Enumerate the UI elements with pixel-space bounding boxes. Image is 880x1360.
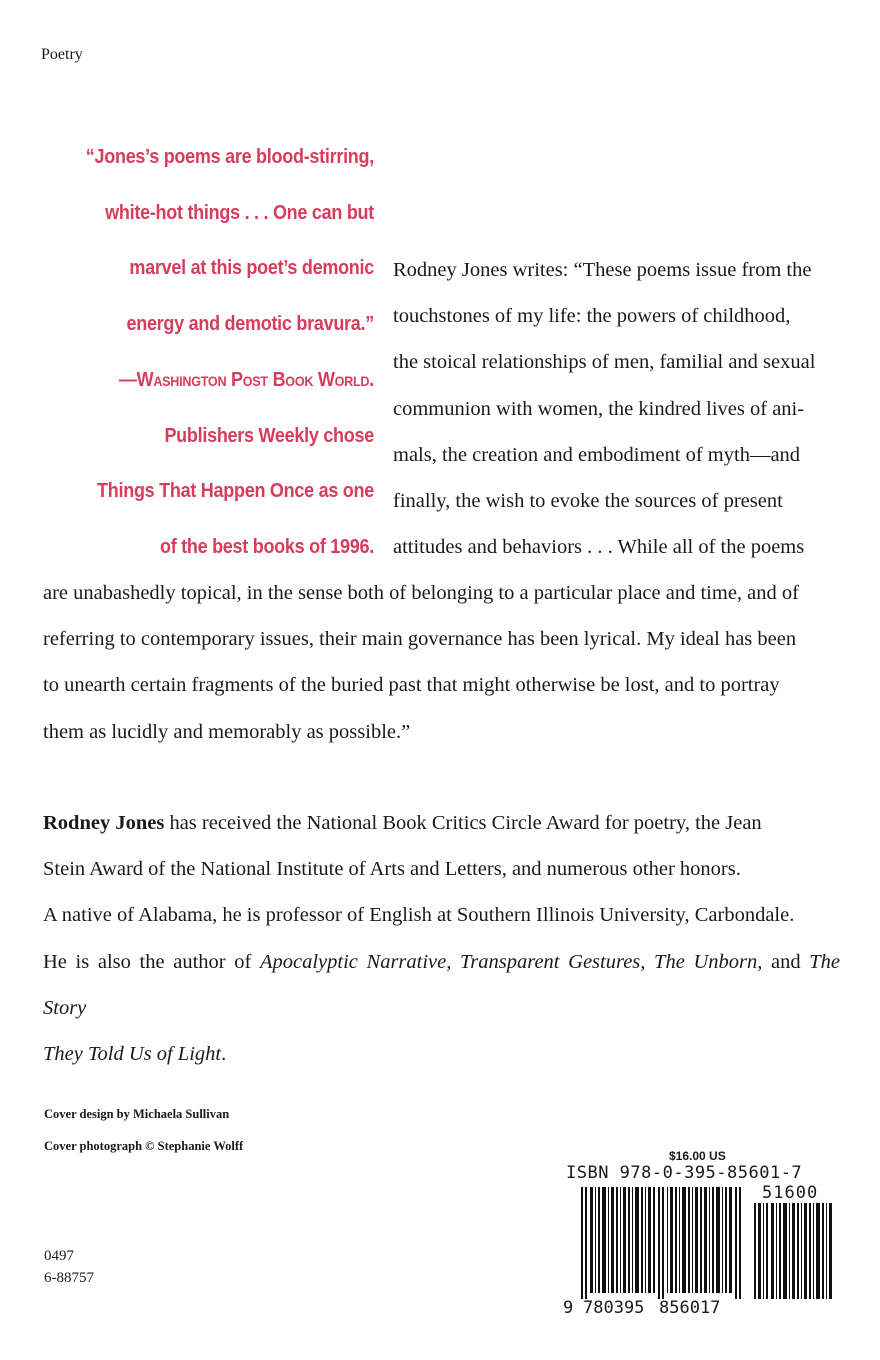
- description-line: the stoical relationships of men, familial and sexual: [393, 351, 816, 374]
- description-side-column: [393, 247, 840, 570]
- description-line: Rodney Jones writes: “These poems issue from the: [393, 259, 812, 281]
- bio-line: They Told Us of Light.: [43, 1043, 227, 1066]
- description-line: mals, the creation and embodiment of myth—and: [393, 443, 801, 466]
- description-line: attitudes and behaviors . . . While all of the poems: [393, 536, 805, 559]
- book-title: Transparent Gestures,: [451, 950, 646, 973]
- quote-line: marvel at this poet’s demonic: [129, 257, 374, 280]
- author-bio: [43, 800, 840, 1077]
- ean-barcode: [578, 1187, 748, 1299]
- ean-left-digits: 780395: [583, 1298, 645, 1318]
- description-line: to unearth certain fragments of the buried past that might otherwise be lost, and to portray: [43, 674, 780, 697]
- quote-line: Things That Happen Once as one: [97, 480, 374, 503]
- ean-digits: [563, 1298, 720, 1318]
- description-line: touchstones of my life: the powers of childhood,: [393, 305, 791, 328]
- quote-line: “Jones’s poems are blood-stirring,: [85, 146, 374, 168]
- quote-line: white-hot things . . . One can but: [105, 201, 374, 224]
- book-title: Apocalyptic Narrative,: [259, 950, 452, 973]
- quote-line: energy and demotic bravura.”: [126, 313, 374, 336]
- catalog-codes: [44, 1245, 94, 1289]
- description-line: referring to contemporary issues, their main governance has been lyrical. My ideal has been: [43, 628, 797, 651]
- bio-line: He is also the author of Apocalyptic Narrative, Transparent Gestures, The Unborn, and The Story: [43, 950, 840, 1019]
- price-label: $16.00 US: [669, 1149, 726, 1163]
- description-full-width: [43, 570, 840, 755]
- bio-line: Rodney Jones has received the National Book Critics Circle Award for poetry, the Jean: [43, 812, 762, 834]
- description-line: them as lucidly and memorably as possible.”: [43, 720, 411, 743]
- cover-design-credit: Cover design by Michaela Sullivan: [44, 1107, 230, 1121]
- quote-source: —Washington Post Book World.: [118, 368, 374, 391]
- book-title: The Unborn,: [645, 950, 763, 973]
- book-title: The Story: [43, 950, 840, 1019]
- ean-first-digit: 9: [563, 1298, 574, 1318]
- price-code-label: 51600: [762, 1183, 819, 1203]
- category-label: Poetry: [41, 46, 83, 63]
- catalog-code: 0497: [44, 1248, 74, 1264]
- catalog-code: 6-88757: [44, 1270, 94, 1286]
- book-title: They Told Us of Light: [43, 1043, 222, 1066]
- author-name: Rodney Jones: [43, 812, 165, 834]
- description-line: finally, the wish to evoke the sources of present: [393, 490, 783, 513]
- description-line: communion with women, the kindred lives of ani-: [393, 397, 805, 420]
- description-line: are unabashedly topical, in the sense both of belonging to a particular place and time, and of: [43, 582, 799, 604]
- price-barcode: [752, 1203, 834, 1299]
- cover-photo-credit: Cover photograph © Stephanie Wolff: [44, 1139, 244, 1153]
- quote-line: Publishers Weekly chose: [164, 424, 374, 447]
- pull-quote: [63, 130, 374, 576]
- bio-line: A native of Alabama, he is professor of English at Southern Illinois University, Carbondale.: [43, 904, 795, 927]
- isbn-label: ISBN 978-0-395-85601-7: [566, 1163, 803, 1183]
- bio-line: Stein Award of the National Institute of Arts and Letters, and numerous other honors.: [43, 858, 741, 881]
- ean-right-digits: 856017: [659, 1298, 721, 1318]
- quote-line: of the best books of 1996.: [159, 535, 374, 558]
